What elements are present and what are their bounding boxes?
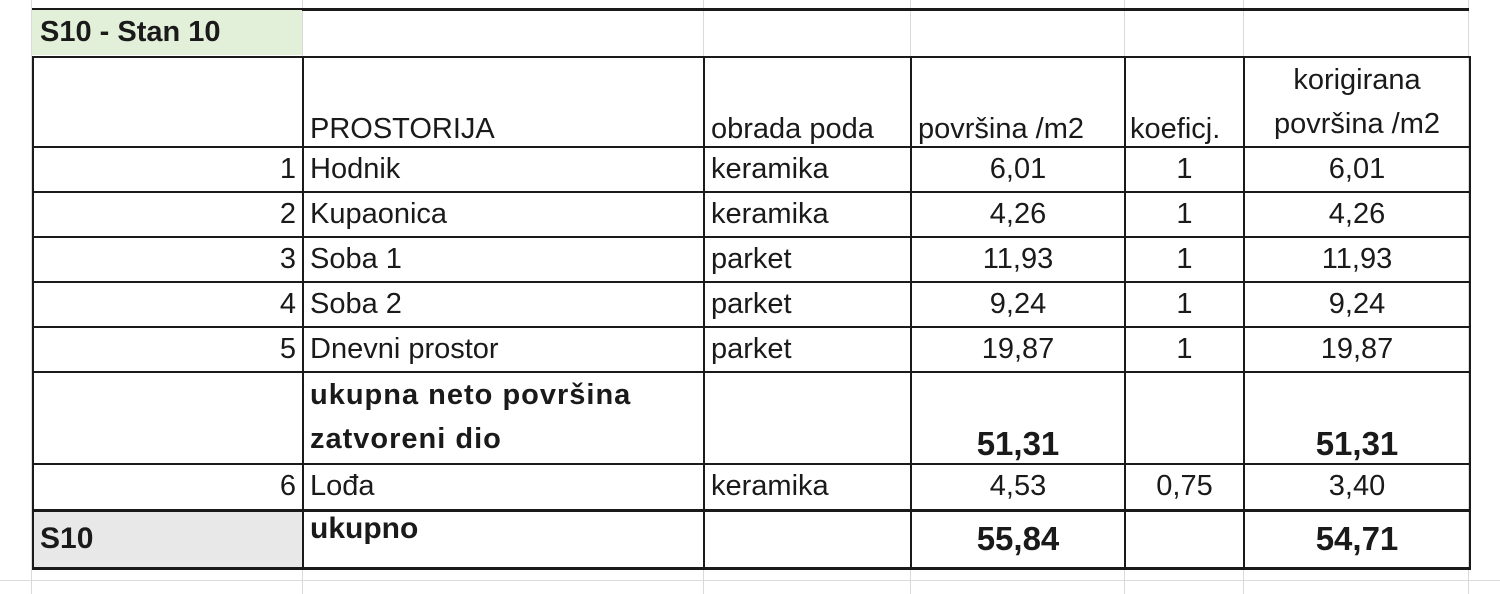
room-coef: 1	[1125, 282, 1244, 327]
room-floor: keramika	[704, 192, 911, 237]
room-floor: keramika	[704, 147, 911, 192]
total-coef-blank	[1125, 510, 1244, 568]
room-name: Kupaonica	[303, 192, 704, 237]
room-area: 6,01	[911, 147, 1125, 192]
table-row	[33, 282, 1470, 327]
room-area: 4,53	[911, 464, 1125, 510]
room-floor: parket	[704, 327, 911, 372]
table-row	[33, 327, 1470, 372]
subtotal-corrected-area: 51,31	[1244, 372, 1470, 464]
total-corrected-area: 54,71	[1244, 510, 1470, 568]
subtotal-blank	[33, 372, 303, 464]
room-coef: 1	[1125, 147, 1244, 192]
room-area: 9,24	[911, 282, 1125, 327]
room-number: 5	[33, 327, 303, 372]
room-number: 1	[33, 147, 303, 192]
header-korigirana-line2: površina /m2	[1273, 108, 1440, 140]
room-corrected-area: 9,24	[1244, 282, 1470, 327]
subtotal-row	[33, 372, 1470, 464]
room-floor: parket	[704, 237, 911, 282]
header-row	[33, 57, 1470, 147]
room-area: 11,93	[911, 237, 1125, 282]
header-prostorija: PROSTORIJA	[303, 57, 704, 147]
total-row	[33, 510, 1470, 568]
total-floor-blank	[704, 510, 911, 568]
header-obrada: obrada poda	[704, 57, 911, 147]
room-corrected-area: 4,26	[1244, 192, 1470, 237]
room-name: Lođa	[303, 464, 704, 510]
subtotal-label	[303, 372, 704, 464]
header-povrsina: površina /m2	[911, 57, 1125, 147]
table-row	[33, 192, 1470, 237]
total-label: ukupno	[303, 510, 704, 568]
room-number: 6	[33, 464, 303, 510]
room-coef: 0,75	[1125, 464, 1244, 510]
room-name: Hodnik	[303, 147, 704, 192]
room-corrected-area: 11,93	[1244, 237, 1470, 282]
room-table	[32, 56, 1471, 570]
title-row-blank	[302, 10, 1468, 55]
room-corrected-area: 3,40	[1244, 464, 1470, 510]
subtotal-coef-blank	[1125, 372, 1244, 464]
room-name: Dnevni prostor	[303, 327, 704, 372]
sheet-title: S10 - Stan 10	[32, 10, 302, 55]
room-name: Soba 1	[303, 237, 704, 282]
table-row	[33, 237, 1470, 282]
room-floor: keramika	[704, 464, 911, 510]
room-name: Soba 2	[303, 282, 704, 327]
total-area: 55,84	[911, 510, 1125, 568]
table-row	[33, 464, 1470, 510]
total-code: S10	[33, 510, 303, 568]
room-area: 19,87	[911, 327, 1125, 372]
header-koeficijent: koeficj.	[1125, 57, 1244, 147]
header-blank	[33, 57, 303, 147]
room-number: 3	[33, 237, 303, 282]
room-corrected-area: 19,87	[1244, 327, 1470, 372]
room-number: 4	[33, 282, 303, 327]
room-area: 4,26	[911, 192, 1125, 237]
header-korigirana-line1: korigirana	[1293, 64, 1421, 96]
room-floor: parket	[704, 282, 911, 327]
room-number: 2	[33, 192, 303, 237]
subtotal-label-line1: ukupna neto površina	[310, 379, 632, 411]
subtotal-area: 51,31	[911, 372, 1125, 464]
room-coef: 1	[1125, 327, 1244, 372]
room-coef: 1	[1125, 237, 1244, 282]
room-corrected-area: 6,01	[1244, 147, 1470, 192]
room-coef: 1	[1125, 192, 1244, 237]
table-row	[33, 147, 1470, 192]
subtotal-label-line2: zatvoreni dio	[310, 423, 502, 455]
subtotal-floor-blank	[704, 372, 911, 464]
header-korigirana	[1244, 57, 1470, 147]
